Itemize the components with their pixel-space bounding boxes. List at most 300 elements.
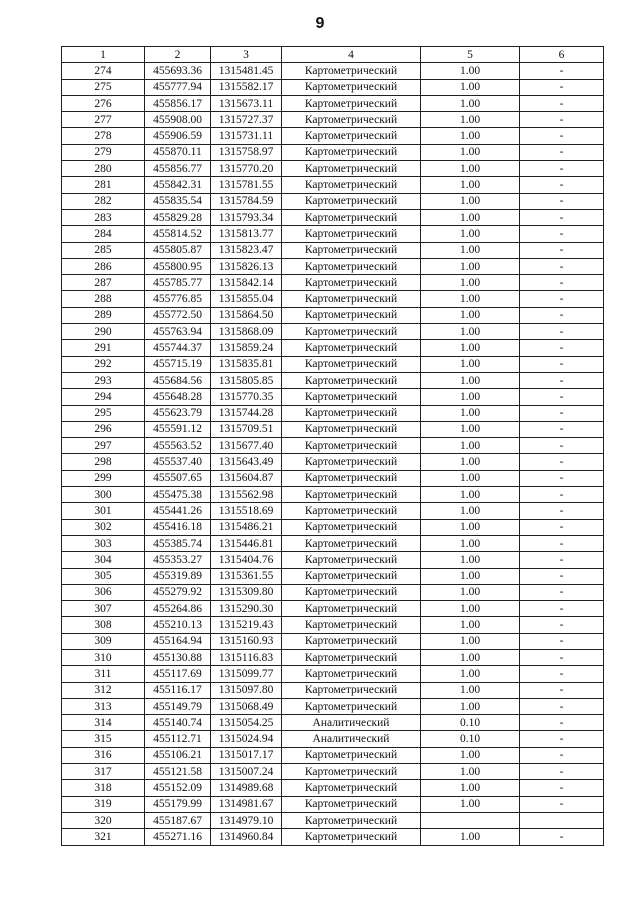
point-number-cell: 309 — [62, 633, 145, 649]
point-number-cell: 290 — [62, 324, 145, 340]
accuracy-cell: 1.00 — [421, 112, 520, 128]
x-coordinate-cell: 455117.69 — [145, 666, 211, 682]
x-coordinate-cell: 455271.16 — [145, 829, 211, 845]
point-number-cell: 277 — [62, 112, 145, 128]
method-cell: Картометрический — [282, 161, 421, 177]
table-row — [62, 584, 604, 600]
x-coordinate-cell: 455353.27 — [145, 552, 211, 568]
y-coordinate-cell: 1315826.13 — [211, 258, 282, 274]
method-cell: Картометрический — [282, 747, 421, 763]
method-cell: Картометрический — [282, 79, 421, 95]
description-cell — [520, 812, 604, 828]
description-cell: - — [520, 275, 604, 291]
x-coordinate-cell: 455264.86 — [145, 601, 211, 617]
description-cell: - — [520, 617, 604, 633]
accuracy-cell: 1.00 — [421, 356, 520, 372]
x-coordinate-cell: 455776.85 — [145, 291, 211, 307]
description-cell: - — [520, 535, 604, 551]
table-row — [62, 405, 604, 421]
x-coordinate-cell: 455187.67 — [145, 812, 211, 828]
table-row — [62, 291, 604, 307]
method-cell: Картометрический — [282, 552, 421, 568]
method-cell: Картометрический — [282, 584, 421, 600]
accuracy-cell: 1.00 — [421, 161, 520, 177]
point-number-cell: 296 — [62, 421, 145, 437]
accuracy-cell: 1.00 — [421, 601, 520, 617]
y-coordinate-cell: 1315781.55 — [211, 177, 282, 193]
table-row — [62, 715, 604, 731]
point-number-cell: 311 — [62, 666, 145, 682]
point-number-cell: 285 — [62, 242, 145, 258]
y-coordinate-cell: 1315864.50 — [211, 307, 282, 323]
description-cell: - — [520, 307, 604, 323]
table-row — [62, 487, 604, 503]
y-coordinate-cell: 1315709.51 — [211, 421, 282, 437]
method-cell: Картометрический — [282, 682, 421, 698]
point-number-cell: 307 — [62, 601, 145, 617]
x-coordinate-cell: 455385.74 — [145, 535, 211, 551]
accuracy-cell: 1.00 — [421, 470, 520, 486]
accuracy-cell: 1.00 — [421, 584, 520, 600]
table-row — [62, 275, 604, 291]
point-number-cell: 306 — [62, 584, 145, 600]
description-cell: - — [520, 731, 604, 747]
x-coordinate-cell: 455441.26 — [145, 503, 211, 519]
x-coordinate-cell: 455805.87 — [145, 242, 211, 258]
y-coordinate-cell: 1315160.93 — [211, 633, 282, 649]
x-coordinate-cell: 455870.11 — [145, 144, 211, 160]
accuracy-cell: 1.00 — [421, 438, 520, 454]
table-row — [62, 226, 604, 242]
accuracy-cell: 1.00 — [421, 275, 520, 291]
y-coordinate-cell: 1315770.20 — [211, 161, 282, 177]
description-cell: - — [520, 291, 604, 307]
point-number-cell: 298 — [62, 454, 145, 470]
point-number-cell: 289 — [62, 307, 145, 323]
table-row — [62, 95, 604, 111]
point-number-cell: 278 — [62, 128, 145, 144]
table-row — [62, 161, 604, 177]
method-cell: Картометрический — [282, 372, 421, 388]
accuracy-cell: 1.00 — [421, 405, 520, 421]
method-cell: Картометрический — [282, 389, 421, 405]
y-coordinate-cell: 1315823.47 — [211, 242, 282, 258]
x-coordinate-cell: 455829.28 — [145, 209, 211, 225]
x-coordinate-cell: 455856.77 — [145, 161, 211, 177]
point-number-cell: 283 — [62, 209, 145, 225]
x-coordinate-cell: 455130.88 — [145, 649, 211, 665]
description-cell: - — [520, 519, 604, 535]
table-row — [62, 389, 604, 405]
x-coordinate-cell: 455906.59 — [145, 128, 211, 144]
y-coordinate-cell: 1315024.94 — [211, 731, 282, 747]
y-coordinate-cell: 1315731.11 — [211, 128, 282, 144]
point-number-cell: 315 — [62, 731, 145, 747]
x-coordinate-cell: 455684.56 — [145, 372, 211, 388]
table-row — [62, 812, 604, 828]
x-coordinate-cell: 455164.94 — [145, 633, 211, 649]
y-coordinate-cell: 1315562.98 — [211, 487, 282, 503]
accuracy-cell: 1.00 — [421, 242, 520, 258]
x-coordinate-cell: 455908.00 — [145, 112, 211, 128]
accuracy-cell: 1.00 — [421, 682, 520, 698]
table-header — [62, 47, 604, 63]
method-cell: Картометрический — [282, 275, 421, 291]
y-coordinate-cell: 1314989.68 — [211, 780, 282, 796]
method-cell: Картометрический — [282, 698, 421, 714]
table-row — [62, 519, 604, 535]
description-cell: - — [520, 144, 604, 160]
accuracy-cell: 1.00 — [421, 617, 520, 633]
table-row — [62, 601, 604, 617]
table-row — [62, 731, 604, 747]
y-coordinate-cell: 1315309.80 — [211, 584, 282, 600]
accuracy-cell: 1.00 — [421, 487, 520, 503]
method-cell: Картометрический — [282, 780, 421, 796]
column-header: 2 — [145, 47, 211, 63]
accuracy-cell: 1.00 — [421, 796, 520, 812]
description-cell: - — [520, 584, 604, 600]
x-coordinate-cell: 455279.92 — [145, 584, 211, 600]
y-coordinate-cell: 1315054.25 — [211, 715, 282, 731]
y-coordinate-cell: 1315097.80 — [211, 682, 282, 698]
method-cell: Картометрический — [282, 307, 421, 323]
accuracy-cell: 1.00 — [421, 372, 520, 388]
x-coordinate-cell: 455116.17 — [145, 682, 211, 698]
method-cell: Аналитический — [282, 731, 421, 747]
point-number-cell: 312 — [62, 682, 145, 698]
x-coordinate-cell: 455152.09 — [145, 780, 211, 796]
point-number-cell: 318 — [62, 780, 145, 796]
accuracy-cell: 1.00 — [421, 764, 520, 780]
accuracy-cell: 1.00 — [421, 258, 520, 274]
x-coordinate-cell: 455648.28 — [145, 389, 211, 405]
point-number-cell: 317 — [62, 764, 145, 780]
description-cell: - — [520, 503, 604, 519]
point-number-cell: 294 — [62, 389, 145, 405]
x-coordinate-cell: 455106.21 — [145, 747, 211, 763]
y-coordinate-cell: 1315842.14 — [211, 275, 282, 291]
table-row — [62, 128, 604, 144]
method-cell: Картометрический — [282, 649, 421, 665]
y-coordinate-cell: 1315868.09 — [211, 324, 282, 340]
method-cell: Картометрический — [282, 226, 421, 242]
method-cell: Картометрический — [282, 796, 421, 812]
method-cell: Картометрический — [282, 633, 421, 649]
y-coordinate-cell: 1315290.30 — [211, 601, 282, 617]
accuracy-cell: 1.00 — [421, 291, 520, 307]
accuracy-cell: 1.00 — [421, 829, 520, 845]
x-coordinate-cell: 455800.95 — [145, 258, 211, 274]
x-coordinate-cell: 455507.65 — [145, 470, 211, 486]
description-cell: - — [520, 63, 604, 79]
x-coordinate-cell: 455537.40 — [145, 454, 211, 470]
point-number-cell: 321 — [62, 829, 145, 845]
y-coordinate-cell: 1314960.84 — [211, 829, 282, 845]
method-cell: Картометрический — [282, 454, 421, 470]
header-row — [62, 47, 604, 63]
accuracy-cell: 0.10 — [421, 731, 520, 747]
y-coordinate-cell: 1315582.17 — [211, 79, 282, 95]
table-row — [62, 340, 604, 356]
point-number-cell: 305 — [62, 568, 145, 584]
method-cell: Картометрический — [282, 487, 421, 503]
method-cell: Картометрический — [282, 193, 421, 209]
description-cell: - — [520, 454, 604, 470]
y-coordinate-cell: 1315805.85 — [211, 372, 282, 388]
point-number-cell: 302 — [62, 519, 145, 535]
y-coordinate-cell: 1314981.67 — [211, 796, 282, 812]
point-number-cell: 280 — [62, 161, 145, 177]
description-cell: - — [520, 780, 604, 796]
accuracy-cell: 0.10 — [421, 715, 520, 731]
x-coordinate-cell: 455121.58 — [145, 764, 211, 780]
x-coordinate-cell: 455777.94 — [145, 79, 211, 95]
method-cell: Картометрический — [282, 144, 421, 160]
x-coordinate-cell: 455319.89 — [145, 568, 211, 584]
accuracy-cell: 1.00 — [421, 128, 520, 144]
table-row — [62, 617, 604, 633]
description-cell: - — [520, 161, 604, 177]
description-cell: - — [520, 682, 604, 698]
x-coordinate-cell: 455210.13 — [145, 617, 211, 633]
y-coordinate-cell: 1315017.17 — [211, 747, 282, 763]
accuracy-cell: 1.00 — [421, 568, 520, 584]
coordinates-table — [61, 46, 604, 846]
table-row — [62, 177, 604, 193]
table-row — [62, 764, 604, 780]
y-coordinate-cell: 1315758.97 — [211, 144, 282, 160]
y-coordinate-cell: 1315784.59 — [211, 193, 282, 209]
accuracy-cell: 1.00 — [421, 95, 520, 111]
x-coordinate-cell: 455416.18 — [145, 519, 211, 535]
method-cell: Картометрический — [282, 601, 421, 617]
x-coordinate-cell: 455835.54 — [145, 193, 211, 209]
table-row — [62, 796, 604, 812]
accuracy-cell: 1.00 — [421, 633, 520, 649]
y-coordinate-cell: 1315744.28 — [211, 405, 282, 421]
point-number-cell: 275 — [62, 79, 145, 95]
point-number-cell: 276 — [62, 95, 145, 111]
point-number-cell: 286 — [62, 258, 145, 274]
method-cell: Картометрический — [282, 764, 421, 780]
method-cell: Картометрический — [282, 470, 421, 486]
description-cell: - — [520, 764, 604, 780]
table-row — [62, 666, 604, 682]
table-row — [62, 503, 604, 519]
method-cell: Картометрический — [282, 128, 421, 144]
description-cell: - — [520, 209, 604, 225]
table-row — [62, 63, 604, 79]
description-cell: - — [520, 242, 604, 258]
point-number-cell: 320 — [62, 812, 145, 828]
table-body — [62, 63, 604, 845]
y-coordinate-cell: 1315770.35 — [211, 389, 282, 405]
y-coordinate-cell: 1315604.87 — [211, 470, 282, 486]
point-number-cell: 319 — [62, 796, 145, 812]
accuracy-cell: 1.00 — [421, 666, 520, 682]
x-coordinate-cell: 455772.50 — [145, 307, 211, 323]
description-cell: - — [520, 258, 604, 274]
method-cell: Картометрический — [282, 666, 421, 682]
method-cell: Картометрический — [282, 340, 421, 356]
x-coordinate-cell: 455785.77 — [145, 275, 211, 291]
y-coordinate-cell: 1315099.77 — [211, 666, 282, 682]
y-coordinate-cell: 1315859.24 — [211, 340, 282, 356]
accuracy-cell: 1.00 — [421, 63, 520, 79]
x-coordinate-cell: 455112.71 — [145, 731, 211, 747]
accuracy-cell: 1.00 — [421, 421, 520, 437]
method-cell: Картометрический — [282, 209, 421, 225]
accuracy-cell: 1.00 — [421, 454, 520, 470]
accuracy-cell: 1.00 — [421, 747, 520, 763]
table-row — [62, 209, 604, 225]
point-number-cell: 279 — [62, 144, 145, 160]
x-coordinate-cell: 455140.74 — [145, 715, 211, 731]
accuracy-cell: 1.00 — [421, 649, 520, 665]
accuracy-cell: 1.00 — [421, 177, 520, 193]
x-coordinate-cell: 455623.79 — [145, 405, 211, 421]
accuracy-cell: 1.00 — [421, 552, 520, 568]
description-cell: - — [520, 438, 604, 454]
method-cell: Картометрический — [282, 503, 421, 519]
point-number-cell: 310 — [62, 649, 145, 665]
description-cell: - — [520, 829, 604, 845]
y-coordinate-cell: 1314979.10 — [211, 812, 282, 828]
table-row — [62, 682, 604, 698]
description-cell: - — [520, 356, 604, 372]
description-cell: - — [520, 601, 604, 617]
point-number-cell: 299 — [62, 470, 145, 486]
method-cell: Картометрический — [282, 242, 421, 258]
method-cell: Картометрический — [282, 177, 421, 193]
table-row — [62, 79, 604, 95]
x-coordinate-cell: 455814.52 — [145, 226, 211, 242]
y-coordinate-cell: 1315727.37 — [211, 112, 282, 128]
table-row — [62, 552, 604, 568]
y-coordinate-cell: 1315813.77 — [211, 226, 282, 242]
table-row — [62, 307, 604, 323]
y-coordinate-cell: 1315361.55 — [211, 568, 282, 584]
accuracy-cell: 1.00 — [421, 340, 520, 356]
point-number-cell: 287 — [62, 275, 145, 291]
description-cell: - — [520, 715, 604, 731]
x-coordinate-cell: 455591.12 — [145, 421, 211, 437]
description-cell: - — [520, 177, 604, 193]
point-number-cell: 297 — [62, 438, 145, 454]
point-number-cell: 301 — [62, 503, 145, 519]
column-header: 6 — [520, 47, 604, 63]
description-cell: - — [520, 552, 604, 568]
table-row — [62, 568, 604, 584]
y-coordinate-cell: 1315219.43 — [211, 617, 282, 633]
x-coordinate-cell: 455149.79 — [145, 698, 211, 714]
description-cell: - — [520, 666, 604, 682]
accuracy-cell — [421, 812, 520, 828]
description-cell: - — [520, 633, 604, 649]
accuracy-cell: 1.00 — [421, 144, 520, 160]
method-cell: Картометрический — [282, 258, 421, 274]
method-cell: Картометрический — [282, 95, 421, 111]
method-cell: Картометрический — [282, 405, 421, 421]
table-row — [62, 356, 604, 372]
x-coordinate-cell: 455856.17 — [145, 95, 211, 111]
page-number: 9 — [315, 15, 325, 32]
y-coordinate-cell: 1315481.45 — [211, 63, 282, 79]
table-row — [62, 324, 604, 340]
point-number-cell: 281 — [62, 177, 145, 193]
description-cell: - — [520, 487, 604, 503]
description-cell: - — [520, 193, 604, 209]
point-number-cell: 282 — [62, 193, 145, 209]
y-coordinate-cell: 1315835.81 — [211, 356, 282, 372]
table-row — [62, 438, 604, 454]
column-header: 1 — [62, 47, 145, 63]
y-coordinate-cell: 1315673.11 — [211, 95, 282, 111]
method-cell: Картометрический — [282, 438, 421, 454]
point-number-cell: 303 — [62, 535, 145, 551]
x-coordinate-cell: 455563.52 — [145, 438, 211, 454]
point-number-cell: 295 — [62, 405, 145, 421]
description-cell: - — [520, 79, 604, 95]
point-number-cell: 284 — [62, 226, 145, 242]
method-cell: Картометрический — [282, 356, 421, 372]
table-row — [62, 633, 604, 649]
point-number-cell: 293 — [62, 372, 145, 388]
description-cell: - — [520, 649, 604, 665]
y-coordinate-cell: 1315677.40 — [211, 438, 282, 454]
table-row — [62, 144, 604, 160]
column-header: 3 — [211, 47, 282, 63]
method-cell: Картометрический — [282, 535, 421, 551]
x-coordinate-cell: 455842.31 — [145, 177, 211, 193]
description-cell: - — [520, 698, 604, 714]
y-coordinate-cell: 1315404.76 — [211, 552, 282, 568]
y-coordinate-cell: 1315643.49 — [211, 454, 282, 470]
x-coordinate-cell: 455179.99 — [145, 796, 211, 812]
method-cell: Картометрический — [282, 112, 421, 128]
accuracy-cell: 1.00 — [421, 226, 520, 242]
table-row — [62, 747, 604, 763]
y-coordinate-cell: 1315116.83 — [211, 649, 282, 665]
accuracy-cell: 1.00 — [421, 519, 520, 535]
accuracy-cell: 1.00 — [421, 79, 520, 95]
table-row — [62, 372, 604, 388]
point-number-cell: 314 — [62, 715, 145, 731]
point-number-cell: 308 — [62, 617, 145, 633]
point-number-cell: 292 — [62, 356, 145, 372]
y-coordinate-cell: 1315518.69 — [211, 503, 282, 519]
column-header: 4 — [282, 47, 421, 63]
table-row — [62, 535, 604, 551]
accuracy-cell: 1.00 — [421, 193, 520, 209]
x-coordinate-cell: 455744.37 — [145, 340, 211, 356]
point-number-cell: 316 — [62, 747, 145, 763]
table-row — [62, 470, 604, 486]
y-coordinate-cell: 1315793.34 — [211, 209, 282, 225]
description-cell: - — [520, 405, 604, 421]
y-coordinate-cell: 1315855.04 — [211, 291, 282, 307]
x-coordinate-cell: 455763.94 — [145, 324, 211, 340]
description-cell: - — [520, 421, 604, 437]
accuracy-cell: 1.00 — [421, 389, 520, 405]
method-cell: Картометрический — [282, 291, 421, 307]
x-coordinate-cell: 455475.38 — [145, 487, 211, 503]
x-coordinate-cell: 455715.19 — [145, 356, 211, 372]
table-row — [62, 454, 604, 470]
point-number-cell: 291 — [62, 340, 145, 356]
table-row — [62, 242, 604, 258]
